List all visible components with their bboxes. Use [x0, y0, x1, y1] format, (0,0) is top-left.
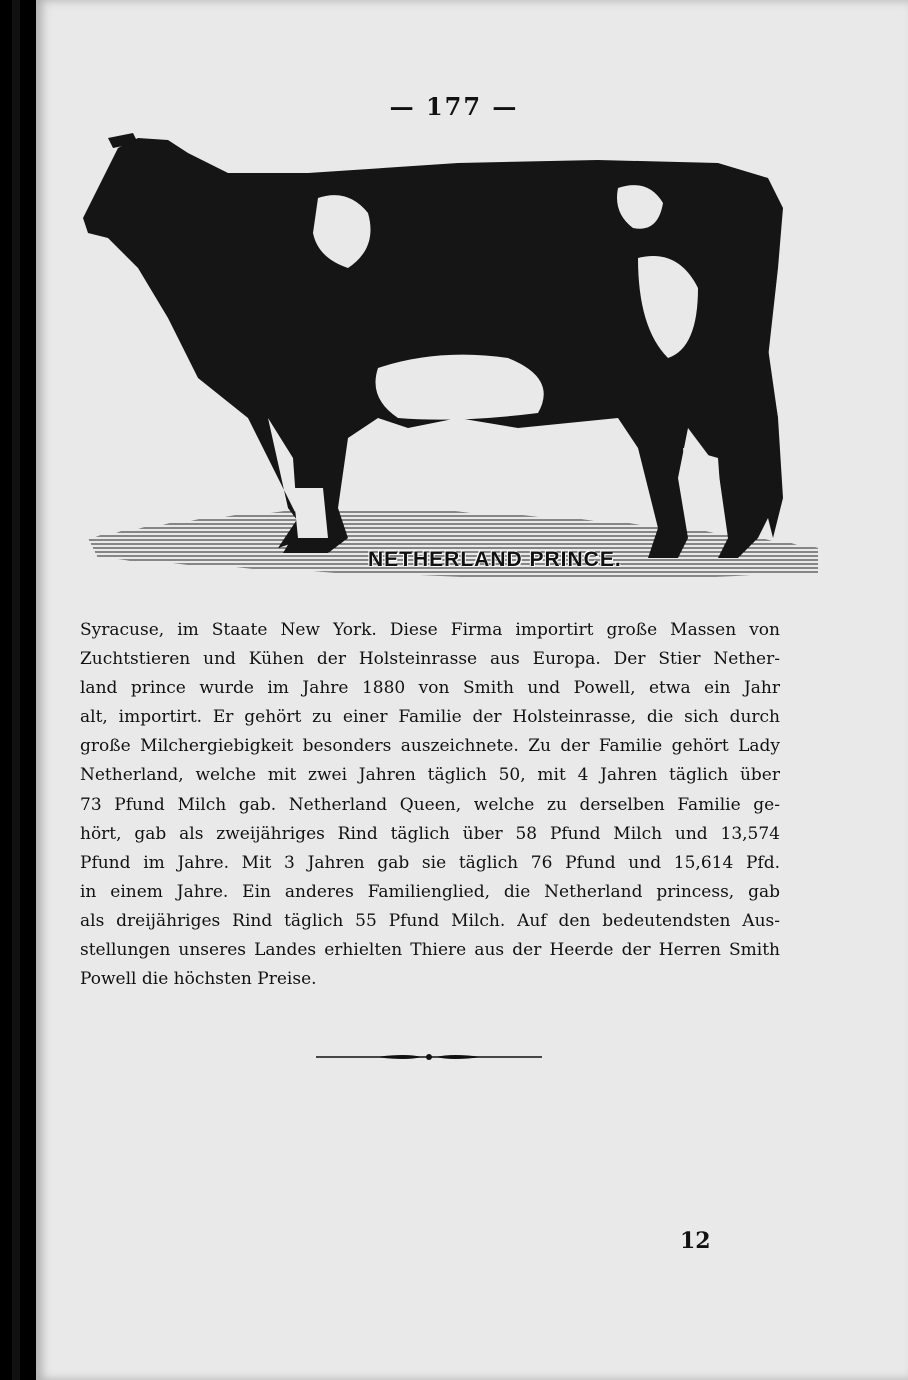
illustration-caption: NETHERLAND PRINCE.	[368, 548, 622, 571]
text-line: in einem Jahre. Ein anderes Familienglied, die Netherland princess, gab	[80, 881, 780, 902]
book-edge	[12, 0, 20, 1380]
page-number: — 177 —	[389, 92, 519, 121]
text-line: land prince wurde im Jahre 1880 von Smith und Powell, etwa ein Jahr	[80, 678, 780, 699]
ornament-rule-icon	[316, 1051, 542, 1063]
text-line: große Milchergiebigkeit besonders auszeichnete. Zu der Familie gehört Lady	[80, 736, 780, 757]
text-line: alt, importirt. Er gehört zu einer Familie der Holsteinrasse, die sich durch	[80, 707, 780, 728]
text-line: Netherland, welche mit zwei Jahren täglich 50, mit 4 Jahren täglich über	[80, 765, 780, 786]
ornamental-rule	[316, 1048, 542, 1060]
holstein-bull-engraving	[78, 118, 826, 588]
white-patch-belly	[376, 355, 544, 420]
text-line: als dreijähriges Rind täglich 55 Pfund Milch. Auf den bedeutendsten Aus-	[80, 910, 780, 931]
text-line: hört, gab als zweijähriges Rind täglich über 58 Pfund Milch und 13,574	[80, 823, 780, 844]
white-leg-front	[293, 488, 328, 538]
text-line: stellungen unseres Landes erhielten Thiere aus der Heerde der Herren Smith	[80, 940, 780, 961]
text-line: Zuchtstieren und Kühen der Holsteinrasse aus Europa. Der Stier Nether-	[80, 649, 780, 670]
white-leg-hind	[683, 448, 723, 528]
text-line: Pfund im Jahre. Mit 3 Jahren gab sie täglich 76 Pfund und 15,614 Pfd.	[80, 852, 780, 873]
text-line: Powell die höchsten Preise.	[80, 969, 317, 990]
cow-illustration	[78, 118, 826, 588]
text-line: Syracuse, im Staate New York. Diese Firma importirt große Massen von	[80, 620, 780, 640]
body-paragraph	[80, 616, 780, 994]
signature-mark: 12	[680, 1228, 711, 1254]
text-line: 73 Pfund Milch gab. Netherland Queen, welche zu derselben Familie ge-	[80, 794, 780, 815]
